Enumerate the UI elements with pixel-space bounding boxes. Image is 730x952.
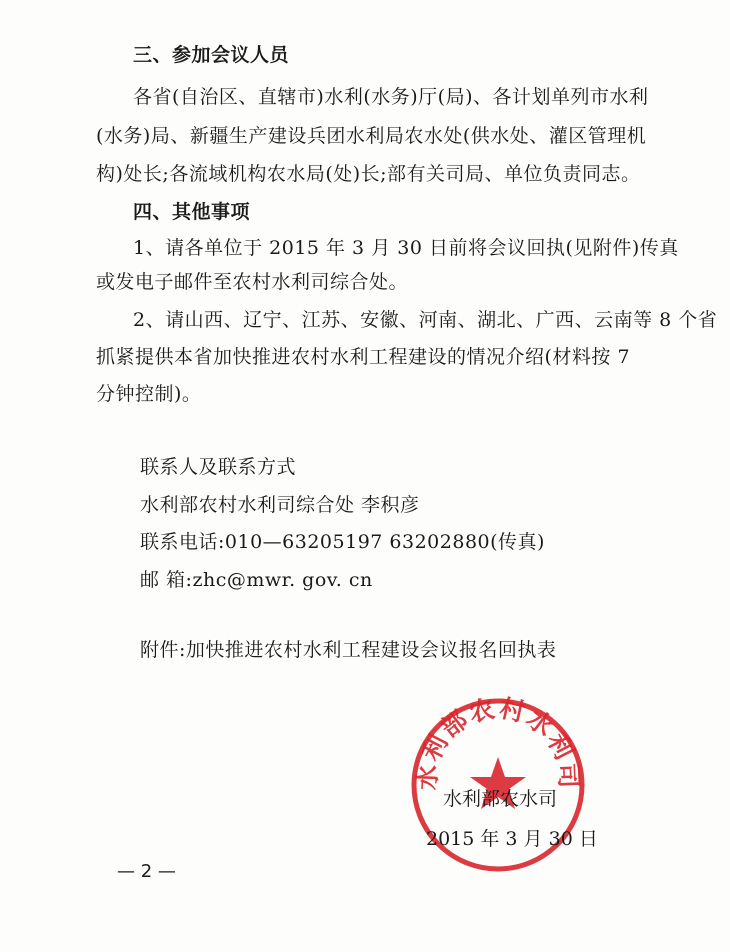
contact-email: 邮 箱:zhc@mwr. gov. cn: [140, 569, 373, 591]
contact-person: 水利部农村水利司综合处 李积彦: [140, 494, 420, 516]
page-number: — 2 —: [117, 861, 176, 882]
item-1-line-2: 或发电子邮件至农村水利司综合处。: [96, 271, 409, 293]
section-3-line-2: (水务)局、新疆生产建设兵团水利局农水处(供水处、灌区管理机: [96, 125, 647, 147]
item-2-line-1: 2、请山西、辽宁、江苏、安徽、河南、湖北、广西、云南等 8 个省: [133, 309, 718, 331]
item-2-line-2: 抓紧提供本省加快推进农村水利工程建设的情况介绍(材料按 7: [96, 346, 631, 368]
contact-phone: 联系电话:010—63205197 63202880(传真): [140, 531, 545, 553]
item-2-line-3: 分钟控制)。: [96, 383, 202, 405]
item-1-line-1: 1、请各单位于 2015 年 3 月 30 日前将会议回执(见附件)传真: [133, 237, 679, 259]
section-3-line-1: 各省(自治区、直辖市)水利(水务)厅(局)、各计划单列市水利: [133, 86, 649, 108]
section-4-heading: 四、其他事项: [133, 201, 251, 223]
contact-title: 联系人及联系方式: [140, 456, 297, 478]
signature-org: 水利部农水司: [443, 788, 558, 810]
attachment-note: 附件:加快推进农村水利工程建设会议报名回执表: [140, 639, 557, 661]
stamp-text: 水利部农村水利司: [412, 695, 584, 791]
document-date: 2015 年 3 月 30 日: [426, 828, 598, 850]
section-3-line-3: 构)处长;各流域机构农水局(处)长;部有关司局、单位负责同志。: [96, 163, 641, 185]
section-3-heading: 三、参加会议人员: [133, 44, 290, 66]
